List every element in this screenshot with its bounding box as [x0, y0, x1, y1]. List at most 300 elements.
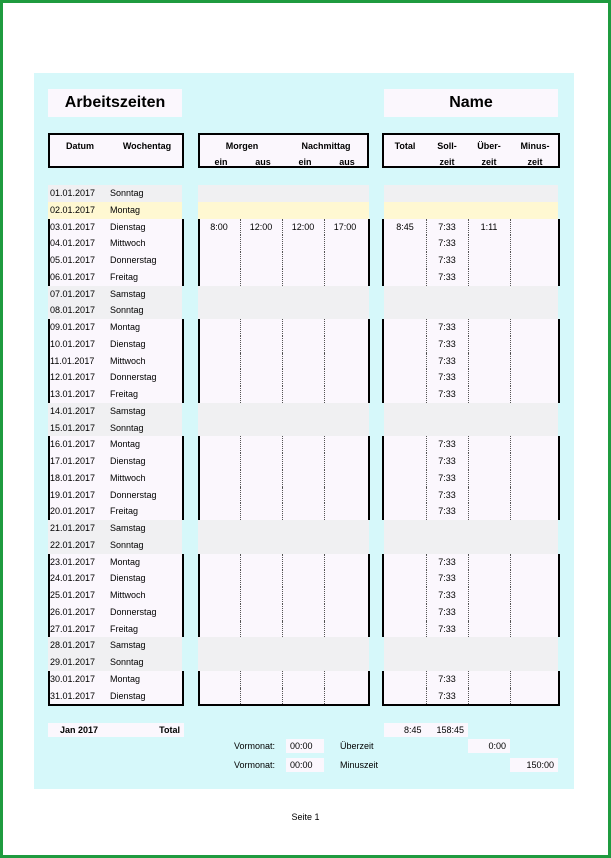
sum-soll: 7:33: [438, 372, 456, 383]
row-weekday: Dienstag: [110, 456, 146, 466]
col-divider: [468, 671, 469, 688]
col-divider: [468, 688, 469, 705]
row-weekday: Dienstag: [110, 690, 146, 701]
time-cell-bg: [198, 319, 369, 336]
col-divider: [510, 688, 511, 705]
row-date: 04.01.2017: [50, 238, 96, 249]
sum-soll: 7:33: [438, 623, 456, 634]
sum-cell-bg: [384, 369, 558, 386]
row-weekday: Donnerstag: [110, 255, 157, 265]
col-divider: [240, 671, 241, 688]
col-divider: [240, 319, 241, 336]
sum-cell-bg: [384, 688, 558, 705]
col-divider: [510, 369, 511, 386]
sum-cell-bg: [384, 202, 558, 219]
block-border: [48, 219, 50, 286]
row-weekday: Donnerstag: [110, 489, 157, 500]
col-divider: [426, 219, 427, 236]
col-divider: [240, 353, 241, 370]
col-divider: [510, 319, 511, 336]
col-divider: [510, 252, 511, 269]
sum-cell-bg: [384, 386, 558, 403]
col-divider: [282, 319, 283, 336]
col-divider: [324, 604, 325, 621]
col-divider: [468, 503, 469, 520]
row-weekday: Samstag: [110, 288, 146, 299]
header-soll-zeit: zeit: [439, 157, 455, 167]
header-soll: Soll-: [437, 141, 457, 151]
col-divider: [510, 436, 511, 453]
block-border: [558, 436, 560, 520]
col-divider: [282, 487, 283, 504]
sum-cell-bg: [384, 554, 558, 571]
col-divider: [468, 369, 469, 386]
col-divider: [240, 587, 241, 604]
col-divider: [240, 436, 241, 453]
sum-cell-bg: [384, 453, 558, 470]
col-divider: [426, 503, 427, 520]
row-weekday: Montag: [110, 439, 141, 450]
summary-soll-total: 158:45: [436, 725, 464, 735]
sum-cell-bg: [384, 420, 558, 437]
col-divider: [240, 453, 241, 470]
col-divider: [240, 386, 241, 403]
header-wochentag: Wochentag: [122, 141, 172, 151]
row-date: 30.01.2017: [50, 673, 96, 684]
col-divider: [426, 621, 427, 638]
minuszeit-label: Minuszeit: [340, 760, 379, 770]
col-divider: [324, 570, 325, 587]
time-cell-bg: [198, 520, 369, 537]
block-border: [558, 671, 560, 705]
sum-cell-bg: [384, 503, 558, 520]
col-divider: [510, 235, 511, 252]
block-border: [182, 319, 184, 403]
col-divider: [282, 671, 283, 688]
row-weekday: Mittwoch: [110, 238, 146, 249]
time-cell-bg: [198, 269, 369, 286]
col-divider: [324, 235, 325, 252]
employee-name[interactable]: Name: [384, 89, 558, 117]
col-divider: [510, 336, 511, 353]
col-divider: [240, 688, 241, 705]
header-total: Total: [394, 141, 416, 151]
col-divider: [240, 554, 241, 571]
col-divider: [324, 487, 325, 504]
col-divider: [324, 671, 325, 688]
col-divider: [468, 453, 469, 470]
row-weekday: Dienstag: [110, 573, 146, 584]
sum-cell-bg: [384, 269, 558, 286]
time-cell-bg: [198, 688, 369, 705]
col-divider: [240, 503, 241, 520]
row-date: 29.01.2017: [50, 657, 96, 667]
sum-soll: 7:33: [438, 690, 456, 701]
ueberzeit-label: Überzeit: [340, 741, 374, 751]
table-bottom-border: [382, 704, 560, 706]
col-divider: [426, 570, 427, 587]
time-input-aus2[interactable]: 17:00: [333, 221, 357, 232]
col-divider: [510, 219, 511, 236]
block-border: [558, 554, 560, 638]
row-date: 23.01.2017: [50, 556, 96, 567]
header-ueber: Über-: [477, 141, 501, 151]
row-date: 08.01.2017: [50, 305, 96, 316]
col-divider: [510, 487, 511, 504]
col-divider: [426, 487, 427, 504]
sum-cell-bg: [384, 654, 558, 671]
sum-soll: 7:33: [438, 271, 456, 282]
col-divider: [282, 470, 283, 487]
col-divider: [324, 688, 325, 705]
sum-total: 8:45: [396, 221, 414, 232]
timesheet: [34, 73, 574, 789]
row-date: 06.01.2017: [50, 271, 96, 282]
block-border: [182, 219, 184, 286]
time-cell-bg: [198, 185, 369, 202]
row-weekday: Mittwoch: [110, 590, 146, 600]
row-weekday: Freitag: [110, 271, 139, 282]
row-weekday: Montag: [110, 556, 141, 567]
col-divider: [426, 353, 427, 370]
row-date: 10.01.2017: [50, 338, 96, 349]
col-divider: [468, 353, 469, 370]
row-weekday: Donnerstag: [110, 372, 157, 383]
col-divider: [510, 554, 511, 571]
row-date: 19.01.2017: [50, 489, 96, 500]
sum-soll: 7:33: [438, 506, 456, 517]
time-cell-bg: [198, 621, 369, 638]
header-morgen: Morgen: [225, 141, 259, 151]
col-divider: [282, 554, 283, 571]
row-weekday: Sonntag: [110, 305, 144, 316]
time-cell-bg: [198, 654, 369, 671]
time-cell-bg: [198, 570, 369, 587]
col-divider: [282, 587, 283, 604]
sum-cell-bg: [384, 302, 558, 319]
col-divider: [282, 503, 283, 520]
time-cell-bg: [198, 470, 369, 487]
col-divider: [468, 386, 469, 403]
col-divider: [324, 470, 325, 487]
row-date: 14.01.2017: [50, 405, 96, 416]
col-divider: [510, 671, 511, 688]
sum-cell-bg: [384, 604, 558, 621]
col-divider: [510, 587, 511, 604]
row-weekday: Donnerstag: [110, 606, 157, 617]
col-divider: [510, 503, 511, 520]
col-divider: [426, 587, 427, 604]
block-border: [182, 671, 184, 705]
summary-month-row: [48, 723, 184, 737]
sum-cell-bg: [384, 537, 558, 554]
time-cell-bg: [198, 353, 369, 370]
row-date: 11.01.2017: [50, 355, 95, 366]
time-cell-bg: [198, 554, 369, 571]
col-divider: [282, 688, 283, 705]
time-cell-bg: [198, 503, 369, 520]
col-divider: [468, 319, 469, 336]
time-cell-bg: [198, 403, 369, 420]
sum-soll: 7:33: [438, 338, 456, 349]
block-border: [368, 219, 370, 286]
block-border: [368, 319, 370, 403]
summary-total-label: Total: [159, 725, 180, 735]
col-divider: [240, 336, 241, 353]
col-divider: [324, 319, 325, 336]
block-border: [198, 554, 200, 638]
sum-cell-bg: [384, 286, 558, 303]
row-weekday: Dienstag: [110, 221, 146, 232]
ueberzeit-value: 0:00: [468, 739, 510, 753]
row-date: 26.01.2017: [50, 606, 96, 617]
col-divider: [240, 470, 241, 487]
header-times-group: [198, 133, 369, 168]
col-divider: [426, 554, 427, 571]
table-bottom-border: [48, 704, 184, 706]
sum-soll: 7:33: [438, 355, 456, 366]
row-date: 16.01.2017: [50, 439, 96, 450]
row-date: 31.01.2017: [50, 690, 96, 701]
col-divider: [426, 252, 427, 269]
sum-soll: 7:33: [438, 606, 456, 617]
block-border: [48, 554, 50, 638]
col-divider: [426, 269, 427, 286]
block-border: [198, 219, 200, 286]
header-minus-zeit: zeit: [527, 157, 543, 167]
page-number: Seite 1: [291, 812, 320, 822]
row-date: 18.01.2017: [50, 472, 96, 483]
col-divider: [468, 604, 469, 621]
col-divider: [282, 604, 283, 621]
col-divider: [324, 453, 325, 470]
sum-cell-bg: [384, 637, 558, 654]
sum-ueber: 1:11: [480, 221, 498, 232]
col-divider: [282, 336, 283, 353]
block-border: [198, 319, 200, 403]
header-nachmittag: Nachmittag: [301, 141, 351, 151]
col-divider: [324, 369, 325, 386]
col-divider: [240, 369, 241, 386]
time-input-ein2[interactable]: 12:00: [291, 221, 315, 232]
col-divider: [426, 453, 427, 470]
col-divider: [426, 470, 427, 487]
col-divider: [468, 436, 469, 453]
time-cell-bg: [198, 537, 369, 554]
col-divider: [324, 587, 325, 604]
col-divider: [240, 219, 241, 236]
col-divider: [324, 219, 325, 236]
sum-cell-bg: [384, 436, 558, 453]
table-bottom-border: [198, 704, 370, 706]
col-divider: [468, 470, 469, 487]
sum-cell-bg: [384, 487, 558, 504]
time-cell-bg: [198, 604, 369, 621]
col-divider: [468, 269, 469, 286]
sum-cell-bg: [384, 353, 558, 370]
row-date: 28.01.2017: [50, 640, 96, 651]
vormonat-value-1[interactable]: 00:00: [286, 739, 324, 753]
col-divider: [426, 604, 427, 621]
col-divider: [324, 252, 325, 269]
header-aus-nachmittag: aus: [339, 157, 355, 167]
time-cell-bg: [198, 637, 369, 654]
col-divider: [468, 554, 469, 571]
header-aus-morgen: aus: [255, 157, 271, 167]
block-border: [368, 554, 370, 638]
time-cell-bg: [198, 336, 369, 353]
col-divider: [240, 252, 241, 269]
row-weekday: Sonntag: [110, 188, 144, 198]
row-weekday: Sonntag: [110, 657, 144, 667]
col-divider: [510, 386, 511, 403]
sum-soll: 7:33: [438, 489, 456, 500]
row-date: 09.01.2017: [50, 322, 96, 332]
row-weekday: Samstag: [110, 640, 146, 651]
col-divider: [282, 369, 283, 386]
col-divider: [324, 386, 325, 403]
block-border: [382, 436, 384, 520]
block-border: [182, 436, 184, 520]
row-date: 01.01.2017: [50, 188, 96, 198]
col-divider: [468, 587, 469, 604]
col-divider: [240, 604, 241, 621]
time-input-aus1[interactable]: 12:00: [249, 221, 273, 232]
time-input-ein1[interactable]: 8:00: [210, 221, 228, 232]
time-cell-bg: [198, 420, 369, 437]
col-divider: [468, 487, 469, 504]
col-divider: [468, 219, 469, 236]
col-divider: [240, 487, 241, 504]
time-cell-bg: [198, 286, 369, 303]
col-divider: [510, 621, 511, 638]
row-weekday: Montag: [110, 322, 141, 332]
summary-month: Jan 2017: [60, 725, 99, 735]
sum-cell-bg: [384, 403, 558, 420]
row-date: 17.01.2017: [50, 456, 96, 466]
col-divider: [282, 252, 283, 269]
row-weekday: Samstag: [110, 523, 146, 533]
sum-cell-bg: [384, 587, 558, 604]
vormonat-value-2[interactable]: 00:00: [286, 758, 324, 772]
header-totals-group: [382, 133, 560, 168]
col-divider: [426, 386, 427, 403]
row-weekday: Sonntag: [110, 422, 144, 433]
col-divider: [324, 336, 325, 353]
header-ein-nachmittag: ein: [298, 157, 312, 167]
row-weekday: Mittwoch: [110, 355, 146, 366]
col-divider: [426, 688, 427, 705]
sum-soll: 7:33: [438, 389, 456, 399]
block-border: [382, 319, 384, 403]
sum-soll: 7:33: [438, 439, 456, 450]
block-border: [368, 671, 370, 705]
row-date: 05.01.2017: [50, 255, 96, 265]
col-divider: [282, 269, 283, 286]
sum-soll: 7:33: [438, 556, 456, 567]
sum-soll: 7:33: [438, 255, 456, 265]
header-date-group: [48, 133, 184, 168]
col-divider: [510, 269, 511, 286]
vormonat-label-2: Vormonat:: [234, 760, 276, 770]
col-divider: [240, 235, 241, 252]
time-cell-bg: [198, 302, 369, 319]
row-date: 22.01.2017: [50, 539, 96, 550]
col-divider: [468, 235, 469, 252]
time-cell-bg: [198, 369, 369, 386]
col-divider: [282, 219, 283, 236]
sum-cell-bg: [384, 185, 558, 202]
col-divider: [282, 436, 283, 453]
sum-cell-bg: [384, 252, 558, 269]
time-cell-bg: [198, 436, 369, 453]
row-date: 25.01.2017: [50, 590, 96, 600]
time-cell-bg: [198, 202, 369, 219]
block-border: [48, 436, 50, 520]
row-date: 15.01.2017: [50, 422, 96, 433]
block-border: [558, 319, 560, 403]
row-weekday: Samstag: [110, 405, 146, 416]
sum-soll: 7:33: [438, 673, 456, 684]
sum-cell-bg: [384, 520, 558, 537]
time-cell-bg: [198, 453, 369, 470]
block-border: [182, 554, 184, 638]
col-divider: [282, 453, 283, 470]
row-date: 13.01.2017: [50, 389, 96, 399]
block-border: [382, 554, 384, 638]
col-divider: [324, 436, 325, 453]
col-divider: [324, 353, 325, 370]
row-date: 02.01.2017: [50, 204, 96, 215]
block-border: [368, 436, 370, 520]
row-date: 24.01.2017: [50, 573, 96, 584]
row-weekday: Freitag: [110, 506, 139, 517]
col-divider: [324, 554, 325, 571]
col-divider: [510, 470, 511, 487]
col-divider: [510, 453, 511, 470]
sum-soll: 7:33: [438, 456, 456, 466]
col-divider: [240, 621, 241, 638]
col-divider: [426, 671, 427, 688]
col-divider: [426, 336, 427, 353]
col-divider: [426, 319, 427, 336]
col-divider: [468, 570, 469, 587]
row-weekday: Mittwoch: [110, 472, 146, 483]
col-divider: [510, 604, 511, 621]
col-divider: [426, 436, 427, 453]
col-divider: [282, 570, 283, 587]
row-date: 21.01.2017: [50, 523, 96, 533]
col-divider: [468, 621, 469, 638]
sheet-title[interactable]: Arbeitszeiten: [48, 89, 182, 117]
sum-cell-bg: [384, 570, 558, 587]
col-divider: [468, 336, 469, 353]
vormonat-label-1: Vormonat:: [234, 741, 276, 751]
block-border: [558, 219, 560, 286]
row-weekday: Freitag: [110, 389, 139, 399]
row-date: 12.01.2017: [50, 372, 96, 383]
block-border: [48, 319, 50, 403]
summary-total-value: 8:45: [404, 725, 422, 735]
header-datum: Datum: [65, 141, 94, 151]
col-divider: [240, 269, 241, 286]
col-divider: [426, 369, 427, 386]
col-divider: [240, 570, 241, 587]
block-border: [48, 671, 50, 705]
col-divider: [324, 621, 325, 638]
sum-cell-bg: [384, 235, 558, 252]
block-border: [198, 671, 200, 705]
